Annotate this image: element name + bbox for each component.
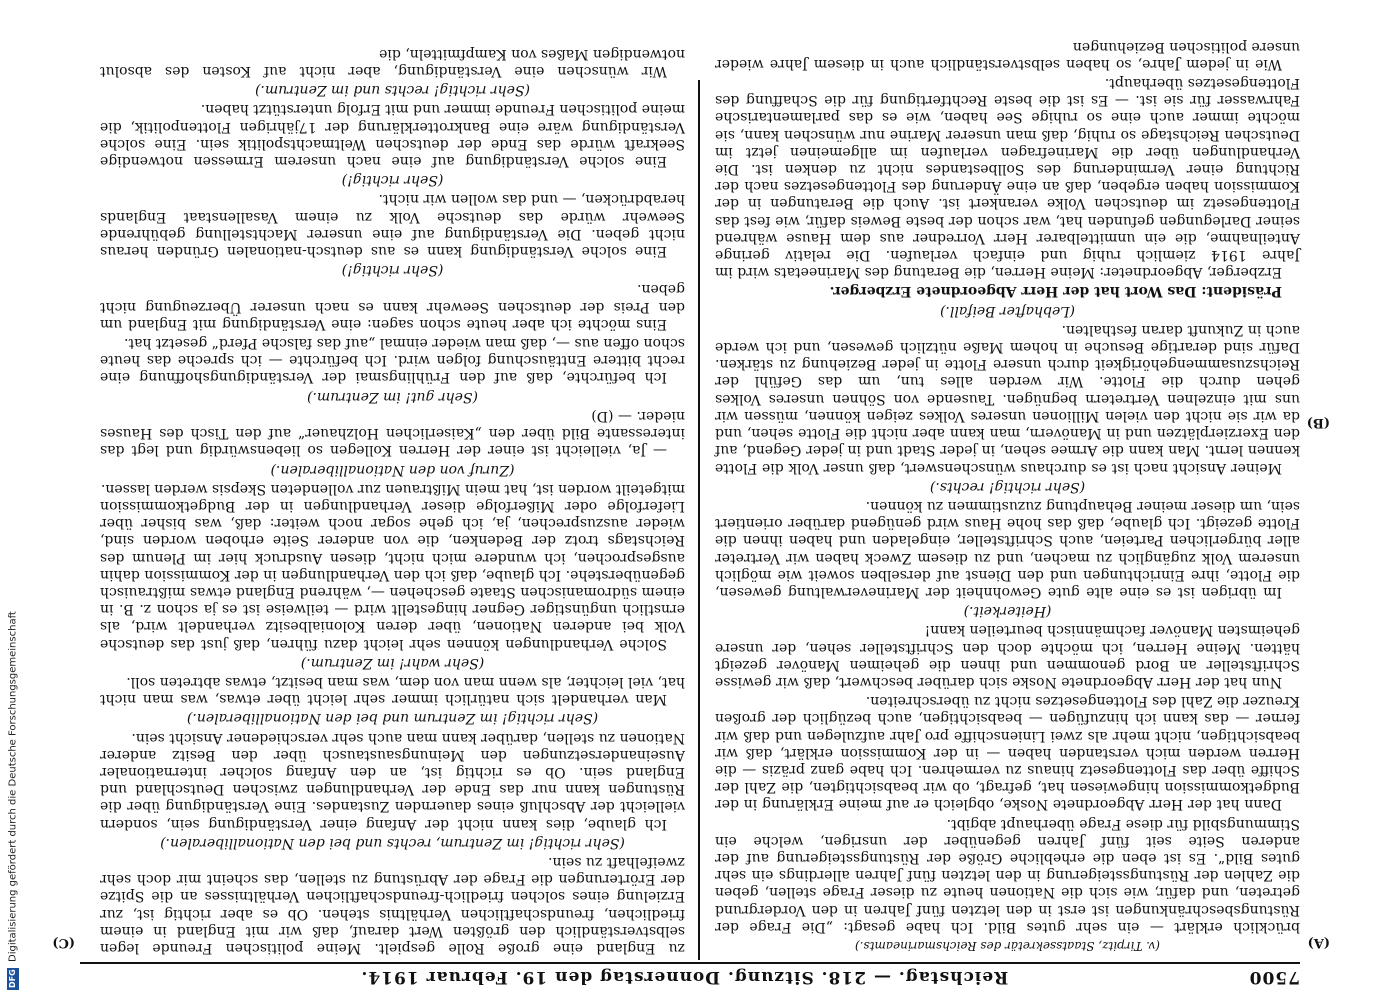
paragraph: Wie in jedem Jahre, so haben selbstverständlich auch in diesem Jahre wieder unsere politischen Beziehungen [715,38,1300,72]
credit-text: Digitalisierung gefördert durch die Deutsche Forschungsgemeinschaft [7,611,19,962]
interjection: (Sehr richtig! rechts.) [929,478,1086,495]
president-line: Präsident: Das Wort hat der Herr Abgeordnete Erzberger. [829,283,1282,300]
paragraph: Erzberger, Abgeordneter: Meine Herren, die Beratung des Marineetats wird im Jahre 1914 ziemlich ruhig und einfach verlaufen. Die relativ geringe Anteilnahme, die ein unmittelbarer Herr Vorredner aus dem Hause während seiner Darlegungen gefunden hat, war schon der beste Beweis dafür, wie fest das Flottengesetz im deutschen Volke verankert ist. Auch die Beratungen in der Kommission haben ergeben, daß an eine Änderung des Flottengesetzes nach der Richtung einer Verminderung des Sollbestandes nicht zu denken ist. Die Verhandlungen über die Marinefragen verlaufen im allgemeinen jetzt im Deutschen Reichstage so ruhig, daß man unserer Marine nur wünschen kann, sie möchte immer auch eine so ruhige See haben, wie es das parlamentarische Fahrwasser für sie ist. — Es ist die beste Rechtfertigung für die Schaffung des Flottengesetzes überhaupt. [715,75,1300,281]
paragraph: Meiner Ansicht nach ist es durchaus wünschenswert, daß unser Volk die Flotte kennen lernt. Man kann die Armee sehen, in jeder Stadt und in jeder Gegend, auf den Exerzierplätzen und in Manövern, man kann aber nicht die Flotte sehen, und da wir sie nicht den vielen Millionen unseres Volkes zeigen können, müssen wir uns mit einzelnen Vertretern begnügen. Tausende von Söhnen unseres Volkes gehen durch die Flotte. Wir werden alles tun, um das Gefühl der Reichszusammengehörigkeit durch unsere Flotte in jeder Beziehung zu stärken. Dafür sind derartige Besuche in hohem Maße nützlich gewesen, und ich werde auch in Zukunft daran festhalten. [715,321,1300,476]
speaker-line: (v. Tirpitz, Staatssekretär des Reichsmarineamts.) [854,939,1161,953]
interjection: (Sehr wahr! im Zentrum.) [300,654,485,671]
interjection: (Lebhafter Beifall.) [939,302,1076,319]
interjection: (Sehr richtig!) [341,172,444,189]
paragraph: Nun hat der Herr Abgeordnete Noske sich darüber beschwert, daß wir gewisse Schriftsteller an Bord genommen und ihnen die geheimen Manöver gezeigt hätten. Meine Herren, ich möchte doch den Schriftsteller sehen, der unsere geheimsten Manöver fachmännisch beurteilen kann! [715,622,1300,690]
column-divider [698,80,700,960]
paragraph: Solche Verhandlungen können sehr leicht dazu führen, daß just das deutsche Volk bei anderen Nationen, über deren Kolonialbesitz verhandelt wird, als ernstlich ungünstiger Gegner hingestellt wird — teilweise ist es ja schon z. B. in einem südromanischen Staate geschehen —, während England etwas mißtrauisch gegenüberstehe. Ich glaube, daß ich den Verhandlungen in der Kommission dahin ausgesprochen, ich wundere mich nicht, diesen Ausdruck hier im Plenum des Reichstags trotz der Bedenken, die von anderer Seite erhoben worden sind, wieder auszusprechen, ja, ich gehe sogar noch weiter: daß, was bisher über Lieferfolge oder Mißerfolge dieser Verhandlungen in der Budgetkommission mitgeteilt worden ist, hat mein Mißtrauen zur vollendeten Skepsis werden lassen. [100,480,685,652]
paragraph: Eins möchte ich aber heute schon sagen: eine Verständigung mit England um den Preis der deutschen Seewehr kann es nach unserer Überzeugung nicht geben. [100,281,685,332]
paragraph: Eine solche Verständigung kann es aus deutsch-nationalen Gründen heraus nicht geben. Die Verständigung auf eine unserer Machtstellung gebührende Seewehr würde das deutsche Volk zu einem Vasallenstaat Englands herabdrücken, — und das wollen wir nicht. [100,191,685,260]
digitization-credit [6,600,20,990]
paragraph: Dann hat der Herr Abgeordnete Noske, obgleich er auf meine Erklärung in der Budgetkommission hingewiesen hat, gefragt, ob wir beabsichtigten, die Zahl der Schiffe über das Flottengesetz hinaus zu vermehren. Ich habe ganz präzis — die Herren werden mich verstanden haben — in der Kommission erklärt, daß wir beabsichtigen, nicht mehr als zwei Linienschiffe pro Jahr aufzulegen und daß wir ferner — das kann ich hinzufügen — beabsichtigen, auch bezüglich der großen Kreuzer die Zahl des Flottengesetzes nicht zu überschreiten. [715,693,1300,813]
paragraph: — Ja, vielleicht ist einer der Herren Kollegen so liebenswürdig und legt das interessante Bild über den „Kaiserlichen Holzhauer“ auf den Tisch des Hauses nieder. — (D) [100,407,685,459]
interjection: (Sehr richtig! im Zentrum und bei den Nationalliberalen.) [186,710,599,727]
paragraph: Eine solche Verständigung auf eine nach unserem Ermessen notwendige Seekraft würde das Ende der deutschen Weltmachtspolitik sein. Eine solche Verständigung wäre eine Bankrotterklärung der 17jährigen Flottenpolitik, die meine politischen Freunde immer und mit Erfolg unterstützt haben. [100,101,685,170]
page-header [80,962,1300,990]
left-column [715,38,1300,956]
paragraph: zu England eine große Rolle gespielt. Meine politischen Freunde legen selbstverständlich den größten Wert darauf, daß wir mit England in einem friedlichen, freundschaftlichen Verhältnis stehen. Ob es aber richtig ist, zur Erzielung eines solchen friedlich-freundschaftlichen Verhältnisses an die Spitze der Erörterungen die Frage der Abrüstung zu stellen, das scheint mir doch sehr zweifelhaft zu sein. [100,853,685,956]
margin-mark-c: (C) [52,935,75,950]
paragraph: brücklich erklärt — ein sehr gutes Bild. Ich habe gesagt: „Die Frage der Rüstungsbeschränkungen ist erst in den letzten fünf Jahren in den Vordergrund getreten, und dafür, wie sich die Nationen heute zu dieser Frage stellen, geben die Zahlen der Rüstungssteigerung in den letzten fünf Jahren allerdings ein sehr gutes Bild“. Es ist eben die erhebliche Größe der Rüstungssteigerung auf der anderen Seite seit fünf Jahren gegenüber der unsrigen, welche ein Stimmungsbild für diese Frage überhaupt abgibt. [715,815,1300,935]
interjection: (Zuruf von den Nationalliberalen.) [270,461,515,478]
interjection: (Sehr richtig!) [341,262,444,279]
interjection: (Sehr richtig! im Zentrum, rechts und bei den Nationalliberalen.) [160,834,625,851]
interjection: (Heiterkeit.) [963,603,1052,620]
page-number: 7500 [1248,967,1300,987]
paragraph: Man verhandelt sich natürlich immer sehr leicht über etwas, was man nicht hat, viel leichter, als wenn man von dem, was man besitzt, etwas abtreten soll. [100,673,685,708]
paragraph: Ich glaube, dies kann nicht der Anfang einer Verständigung sein, sondern vielleicht der Abschluß eines dauernden Zustandes. Eine Verständigung über die Rüstungen kann nur das Ende der Verhandlungen zwischen Deutschland und England sein. Ob es richtig ist, an den Anfang solcher internationaler Auseinandersetzungen den Meinungsaustausch über den Besitz anderer Nationen zu stellen, darüber kann man auch sehr verschiedener Ansicht sein. [100,729,685,832]
paragraph: Ich befürchte, daß auf den Frühlingsmai der Verständigungshoffnung eine recht bittere Enttäuschung folgen wird. Ich befürchte — ich spreche das heute schon offen aus —, daß man wieder einmal „auf das falsche Pferd“ gesetzt hat. [100,335,685,386]
paragraph: Wir wünschen eine Verständigung, aber nicht auf Kosten des absolut notwendigen Maßes von Kampfmitteln, die [100,45,685,80]
page-title: Reichstag. — 218. Sitzung. Donnerstag den 19. Februar 1914. [360,967,1009,987]
scanned-page [52,38,1330,990]
dfg-logo: DFG [8,969,17,989]
right-column [100,45,685,956]
paragraph: Im übrigen ist es eine alte gute Gewohnheit der Marineverwaltung gewesen, die Flotte, ihre Einrichtungen und den Dienst auf derselben soweit wie möglich unserem Volk zugänglich zu machen, und zu diesem Zweck haben wir Vertreter aller bürgerlichen Parteien, auch Schriftsteller, eingeladen und haben ihnen die Flotte gezeigt. Ich glaube, daß das hohe Haus wird genügend darüber orientiert sein, um dieser meiner Behauptung zuzustimmen zu können. [715,497,1300,600]
margin-mark-b: (B) [1306,415,1330,430]
margin-mark-a: (A) [1307,935,1330,950]
interjection: (Sehr richtig! rechts und im Zentrum.) [255,82,530,99]
interjection: (Sehr gut! im Zentrum.) [307,388,478,405]
